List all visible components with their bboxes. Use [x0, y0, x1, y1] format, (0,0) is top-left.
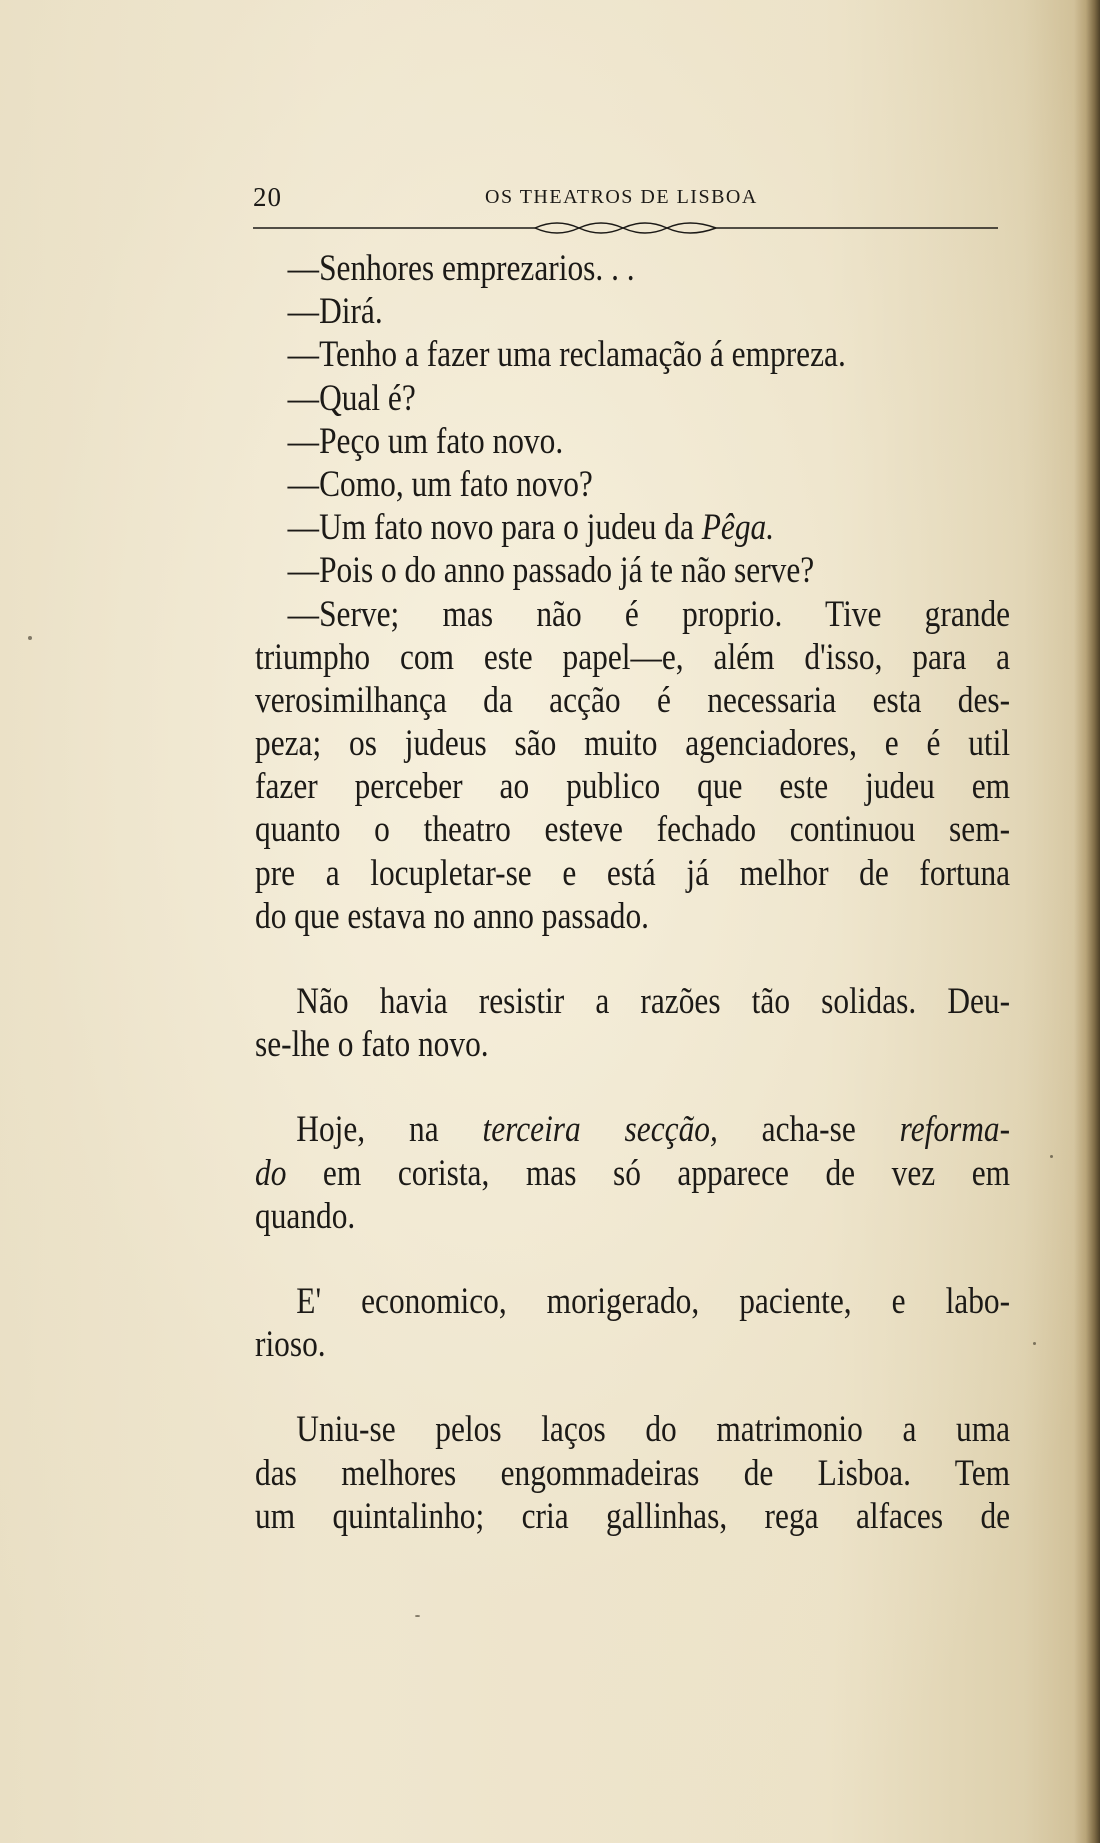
dialogue-line: —Como, um fato novo? [287, 462, 593, 504]
page-header [253, 182, 1010, 222]
reply-line: fazer perceber ao publico que este judeu em [255, 765, 1011, 807]
paragraph-line: rioso. [255, 1323, 326, 1365]
page-edge [1074, 0, 1100, 1843]
italic-title: Pêga. [701, 506, 775, 548]
dialogue-line: —Tenho a fazer uma reclamação á empreza. [287, 333, 846, 375]
paragraph-gap [255, 1237, 1010, 1279]
dialogue-line: —Senhores emprezarios. . . [287, 247, 635, 288]
dialogue-line [255, 505, 1010, 548]
paper-speck [1033, 1342, 1036, 1345]
text-run: em corista, mas só apparece de vez em [286, 1151, 1011, 1193]
paragraph-line: quando. [255, 1194, 356, 1236]
ornament-rule [253, 218, 998, 238]
paper-speck [1050, 1155, 1053, 1158]
reply-line: —Serve; mas não é proprio. Tive grande [287, 592, 1011, 634]
dialogue-line: —Peço um fato novo. [287, 419, 564, 461]
reply-line: peza; os judeus são muito agenciadores, e é util [255, 722, 1011, 764]
paragraph-line [255, 1151, 1010, 1194]
paper-speck [28, 636, 32, 640]
reply-line: do que estava no anno passado. [255, 894, 650, 936]
italic-run: reforma- [899, 1108, 1011, 1150]
paper-speck [415, 1615, 420, 1617]
reply-line: triumpho com este papel—e, além d'isso, para a [255, 635, 1011, 677]
paragraph-line: das melhores engommadeiras de Lisboa. Tem [255, 1451, 1011, 1493]
dialogue-line: —Qual é? [287, 376, 416, 418]
paragraph-gap [255, 1065, 1010, 1107]
page-number: 20 [253, 182, 282, 212]
running-title: OS THEATROS DE LISBOA [485, 186, 758, 208]
paragraph-line [255, 1107, 1010, 1150]
body-text [255, 246, 1010, 1537]
reply-line: pre a locupletar-se e está já melhor de fortuna [255, 851, 1011, 893]
reply-line: verosimilhança da acção é necessaria esta des- [255, 678, 1011, 720]
paragraph-gap [255, 937, 1010, 979]
text-run: Hoje, na [296, 1108, 483, 1150]
dialogue-text: —Um fato novo para o judeu da [287, 506, 702, 548]
italic-run: terceira secção, [482, 1108, 718, 1150]
dialogue-line: —Pois o do anno passado já te não serve? [287, 549, 815, 591]
dialogue-line: —Dirá. [287, 290, 383, 332]
paragraph-line: Uniu-se pelos laços do matrimonio a uma [296, 1408, 1011, 1450]
text-run: acha-se [717, 1108, 900, 1150]
paragraph-line: Não havia resistir a razões tão solidas. Deu- [296, 980, 1011, 1021]
paragraph-gap [255, 1365, 1010, 1407]
paragraph-line: um quintalinho; cria gallinhas, rega alfaces de [255, 1494, 1011, 1536]
italic-run: do [255, 1151, 287, 1193]
reply-line: quanto o theatro esteve fechado continuou sem- [255, 808, 1011, 850]
paragraph-line: E' economico, morigerado, paciente, e labo- [296, 1279, 1011, 1321]
paragraph-line: se-lhe o fato novo. [255, 1023, 489, 1065]
